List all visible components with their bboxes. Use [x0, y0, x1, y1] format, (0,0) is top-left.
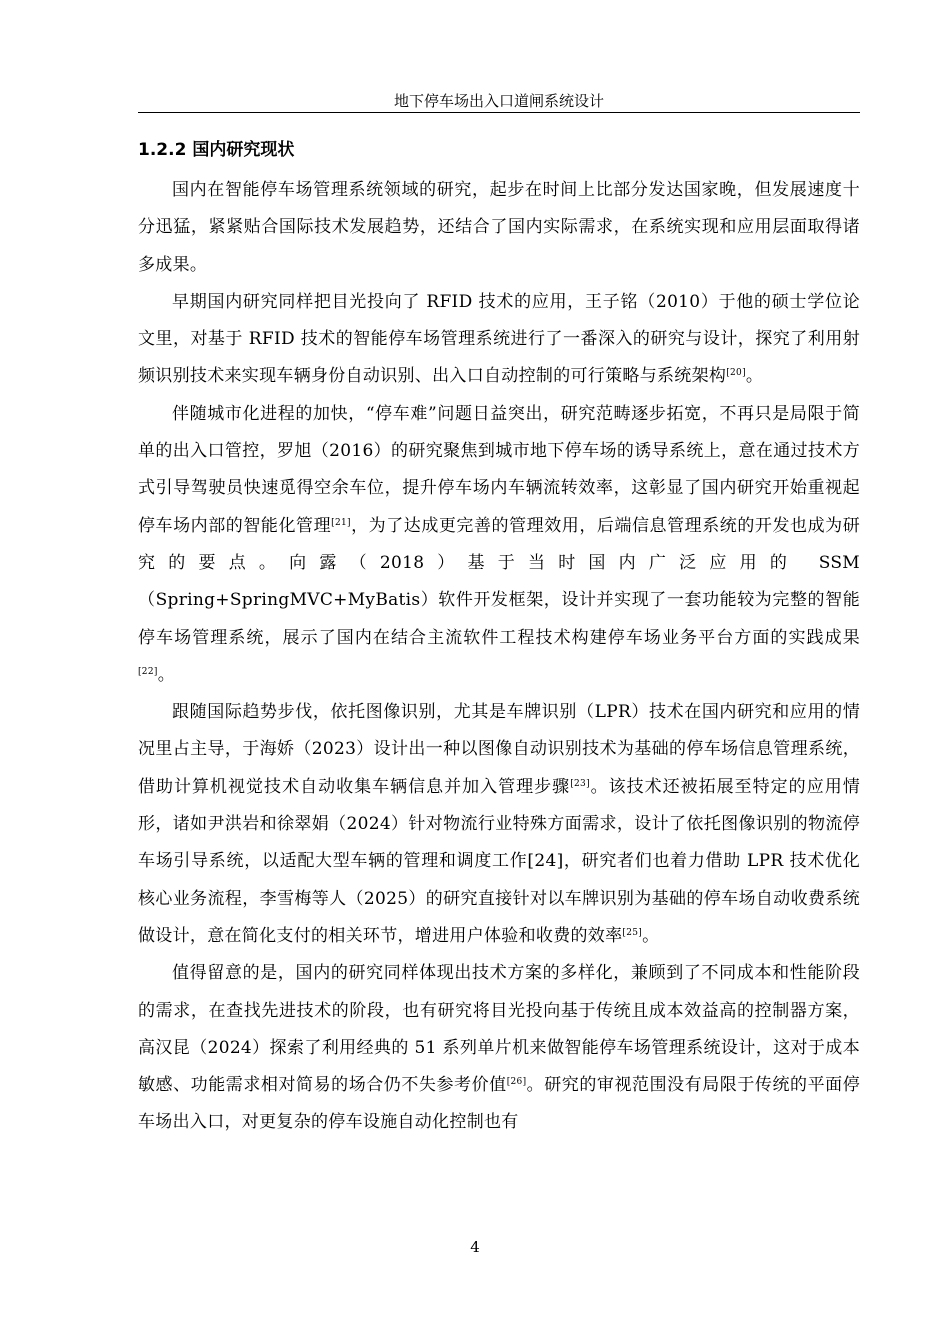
paragraph-text: ，为了达成更完善的管理效用，后端信息管理系统的开发也成为研究的要点。向露（2018）基于当时国内广泛应用的 SSM（Spring+SpringMVC+MyBatis）软件开发框架，设计并实现了一套功能较为完整的智能停车场管理系统，展示了国内在结合主流软件工程技术构建停车场业务平台方面的实践成果 [138, 515, 860, 648]
page-number: 4 [470, 1238, 480, 1256]
section-heading: 1.2.2 国内研究现状 [138, 140, 295, 160]
citation-ref: [20] [726, 368, 746, 379]
page-body [138, 136, 860, 1142]
citation-ref: [26] [506, 1077, 527, 1088]
paragraph-2 [138, 284, 860, 396]
citation-ref: [25] [622, 927, 643, 938]
citation-ref: [22] [138, 666, 158, 677]
header-divider [138, 112, 860, 113]
paragraph-1 [138, 172, 860, 284]
paragraph-text: 。 [642, 925, 660, 946]
paragraph-text: 早期国内研究同样把目光投向了 RFID 技术的应用，王子铭（2010）于他的硕士学位论文里，对基于 RFID 技术的智能停车场管理系统进行了一番深入的研究与设计，探究了利用射频识别技术来实现车辆身份自动识别、出入口自动控制的可行策略与系统架构 [138, 291, 860, 387]
citation-ref: [21] [331, 517, 351, 528]
paragraph-4 [138, 694, 860, 955]
paragraph-5 [138, 955, 860, 1141]
paragraph-text: 国内在智能停车场管理系统领域的研究，起步在时间上比部分发达国家晚，但发展速度十分迅猛，紧紧贴合国际技术发展趋势，还结合了国内实际需求，在系统实现和应用层面取得诸多成果。 [138, 180, 860, 275]
paragraph-text: 伴随城市化进程的加快，“停车难”问题日益突出，研究范畴逐步拓宽，不再只是局限于简单的出入口管控，罗旭（2016）的研究聚焦到城市地下停车场的诱导系统上，意在通过技术方式引导驾驶员快速觅得空余车位，提升停车场内车辆流转效率，这彰显了国内研究开始重视起停车场内部的智能化管理 [138, 403, 860, 536]
paragraph-text: 。该技术还被拓展至特定的应用情形，诸如尹洪岩和徐翠娟（2024）针对物流行业特殊方面需求，设计了依托图像识别的物流停车场引导系统，以适配大型车辆的管理和调度工作[24]，研究者们也着力借助 LPR 技术优化核心业务流程，李雪梅等人（2025）的研究直接针对以车牌识别为基础的停车场自动收费系统做设计，意在简化支付的相关环节，增进用户体验和收费的效率 [138, 776, 861, 946]
paragraph-text: 。 [157, 664, 175, 685]
paragraph-3 [138, 396, 860, 694]
paragraph-text: 。研究的审视范围没有局限于传统的平面停车场出入口，对更复杂的停车设施自动化控制也有 [138, 1075, 860, 1133]
paragraph-text: 。 [745, 366, 764, 387]
citation-ref: [23] [570, 778, 590, 789]
running-header: 地下停车场出入口道闸系统设计 [393, 92, 604, 110]
paragraph-text: 跟随国际趋势步伐，依托图像识别，尤其是车牌识别（LPR）技术在国内研究和应用的情况里占主导，于海娇（2023）设计出一种以图像自动识别技术为基础的停车场信息管理系统，借助计算机视觉技术自动收集车辆信息并加入管理步骤 [138, 702, 860, 797]
paragraph-text: 值得留意的是，国内的研究同样体现出技术方案的多样化，兼顾到了不同成本和性能阶段的需求，在查找先进技术的阶段，也有研究将目光投向基于传统且成本效益高的控制器方案，高汉昆（2024）探索了利用经典的 51 系列单片机来做智能停车场管理系统设计，这对于成本敏感、功能需求相对简易的场合仍不失参考价值 [138, 963, 860, 1096]
